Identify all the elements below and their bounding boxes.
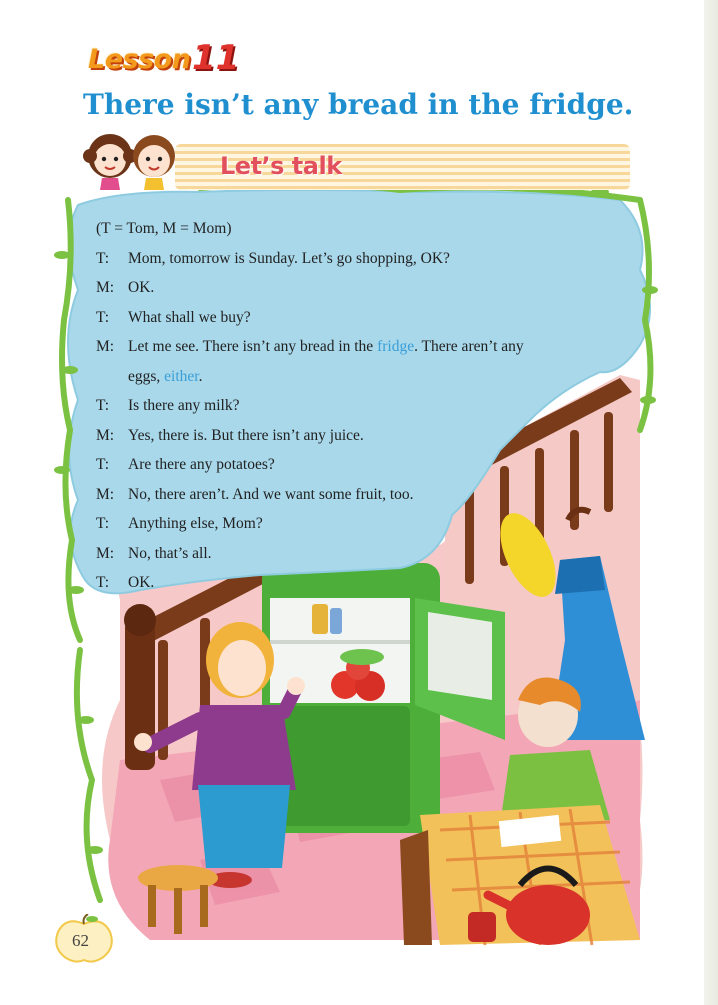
utterance: OK. — [128, 574, 155, 591]
utterance: Anything else, Mom? — [128, 515, 263, 532]
dialog-line — [96, 308, 616, 338]
utterance: Is there any milk? — [128, 397, 240, 414]
speaker: M: — [96, 426, 115, 444]
dialog-line — [96, 396, 616, 426]
vocab-word-fridge: fridge — [377, 338, 415, 355]
stool — [138, 865, 218, 934]
dialog-line — [96, 455, 616, 485]
dialog-block — [96, 219, 616, 603]
dialog-line — [96, 544, 616, 574]
speaker: T: — [96, 397, 110, 414]
section-label: Let’s talk — [220, 152, 342, 180]
utterance-text: . — [198, 367, 203, 385]
dialog-line — [96, 337, 616, 396]
speaker: T: — [96, 308, 110, 326]
lesson-number: 11 — [192, 38, 240, 78]
speaker: M: — [96, 279, 115, 296]
dialog-line — [96, 426, 616, 456]
dialog-intro: (T = Tom, M = Mom) — [96, 220, 232, 237]
speaker: M: — [96, 338, 115, 355]
utterance: Yes, there is. But there isn’t any juice. — [128, 426, 364, 444]
utterance: Mom, tomorrow is Sunday. Let’s go shopping, OK? — [128, 249, 450, 267]
vocab-word-either: either — [164, 367, 199, 385]
utterance: No, that’s all. — [128, 544, 212, 562]
red-cup — [468, 912, 496, 942]
dialog-line — [96, 485, 616, 515]
two-children-icon — [82, 126, 182, 190]
utterance: No, there aren’t. And we want some fruit, too. — [128, 485, 414, 503]
utterance: Are there any potatoes? — [128, 456, 275, 473]
utterance: What shall we buy? — [128, 308, 251, 326]
speaker: T: — [96, 249, 110, 267]
page-number: 62 — [72, 931, 89, 950]
utterance-text: . There aren’t any — [414, 338, 524, 355]
utterance-part — [128, 367, 616, 397]
dialog-line — [96, 249, 616, 279]
lesson-label: Lesson — [88, 44, 191, 75]
dialog-line — [96, 514, 616, 544]
speaker: T: — [96, 574, 110, 591]
speaker: M: — [96, 544, 115, 562]
utterance-part — [128, 337, 616, 367]
utterance: OK. — [128, 279, 155, 296]
speaker: M: — [96, 485, 115, 503]
chair — [400, 830, 432, 945]
utterance-text: eggs, — [128, 367, 165, 385]
utterance — [128, 337, 616, 396]
dialog-line — [96, 573, 616, 603]
dialog-line — [96, 278, 616, 308]
speaker: T: — [96, 456, 110, 473]
speaker: T: — [96, 515, 110, 532]
utterance-text: Let me see. There isn’t any bread in the — [128, 338, 378, 355]
page-title: There isn’t any bread in the fridge. — [83, 88, 634, 121]
